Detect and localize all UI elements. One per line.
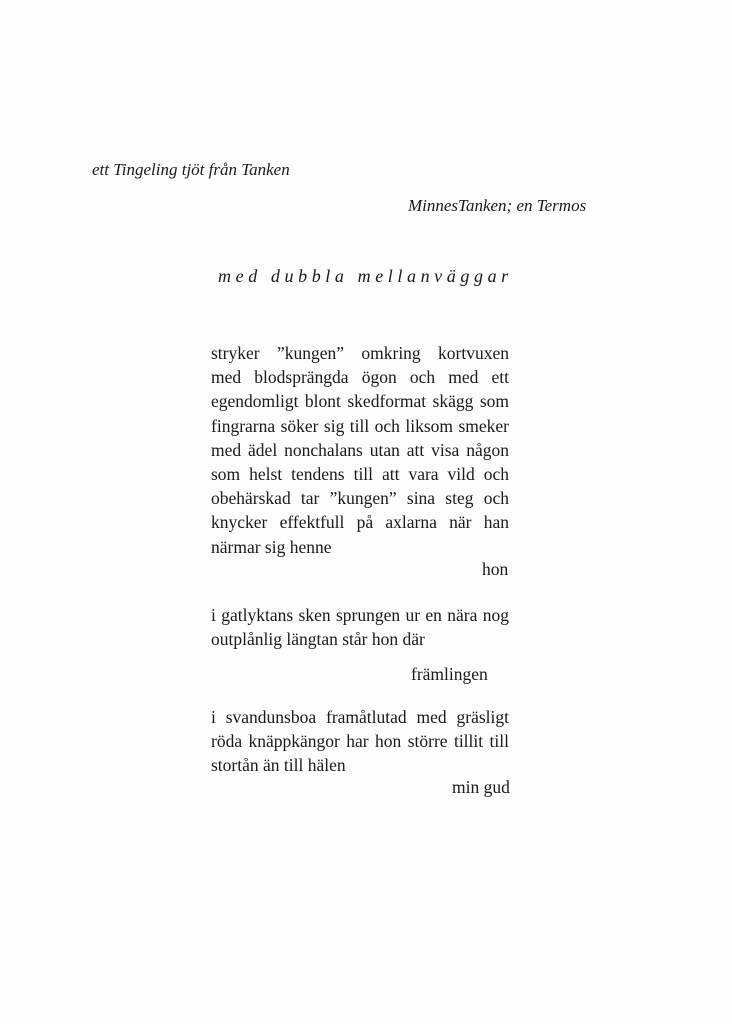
stanza-line: knycker effektfull på axlarna när han xyxy=(211,512,509,533)
stanza-line: i svandunsboa framåtlutad med gräsligt xyxy=(211,707,509,727)
stanza-line: i gatlyktans sken sprungen ur en nära nog xyxy=(211,605,509,625)
poem-subtitle: med dubbla mellanväggar xyxy=(218,266,513,286)
stanza-line: egendomligt blont skedformat skägg som xyxy=(211,391,509,412)
stanza-line: som helst tendens till att vara vild och xyxy=(211,464,509,485)
header-left-line: ett Tingeling tjöt från Tanken xyxy=(92,160,290,179)
stanza-2-tag: främlingen xyxy=(411,664,488,684)
stanza-3 xyxy=(211,705,509,778)
stanza-line: röda knäppkängor har hon större tillit till xyxy=(211,731,509,752)
stanza-1 xyxy=(211,341,509,559)
stanza-1-tag: hon xyxy=(482,559,509,579)
stanza-line: stortån än till hälen xyxy=(211,755,346,776)
stanza-line: fingrarna söker sig till och liksom smeker xyxy=(211,415,509,436)
stanza-line: obehärskad tar ”kungen” sina steg och xyxy=(211,488,509,509)
stanza-line: med blodsprängda ögon och med ett xyxy=(211,367,509,388)
stanza-line: outplånlig längtan står hon där xyxy=(211,629,425,650)
stanza-line: med ädel nonchalans utan att visa någon xyxy=(211,439,509,460)
stanza-line: stryker ”kungen” omkring kortvuxen xyxy=(211,343,509,363)
stanza-2 xyxy=(211,603,509,651)
header-right-line: MinnesTanken; en Termos xyxy=(408,196,587,215)
stanza-3-tag: min gud xyxy=(452,777,510,797)
stanza-line: närmar sig henne xyxy=(211,536,332,557)
